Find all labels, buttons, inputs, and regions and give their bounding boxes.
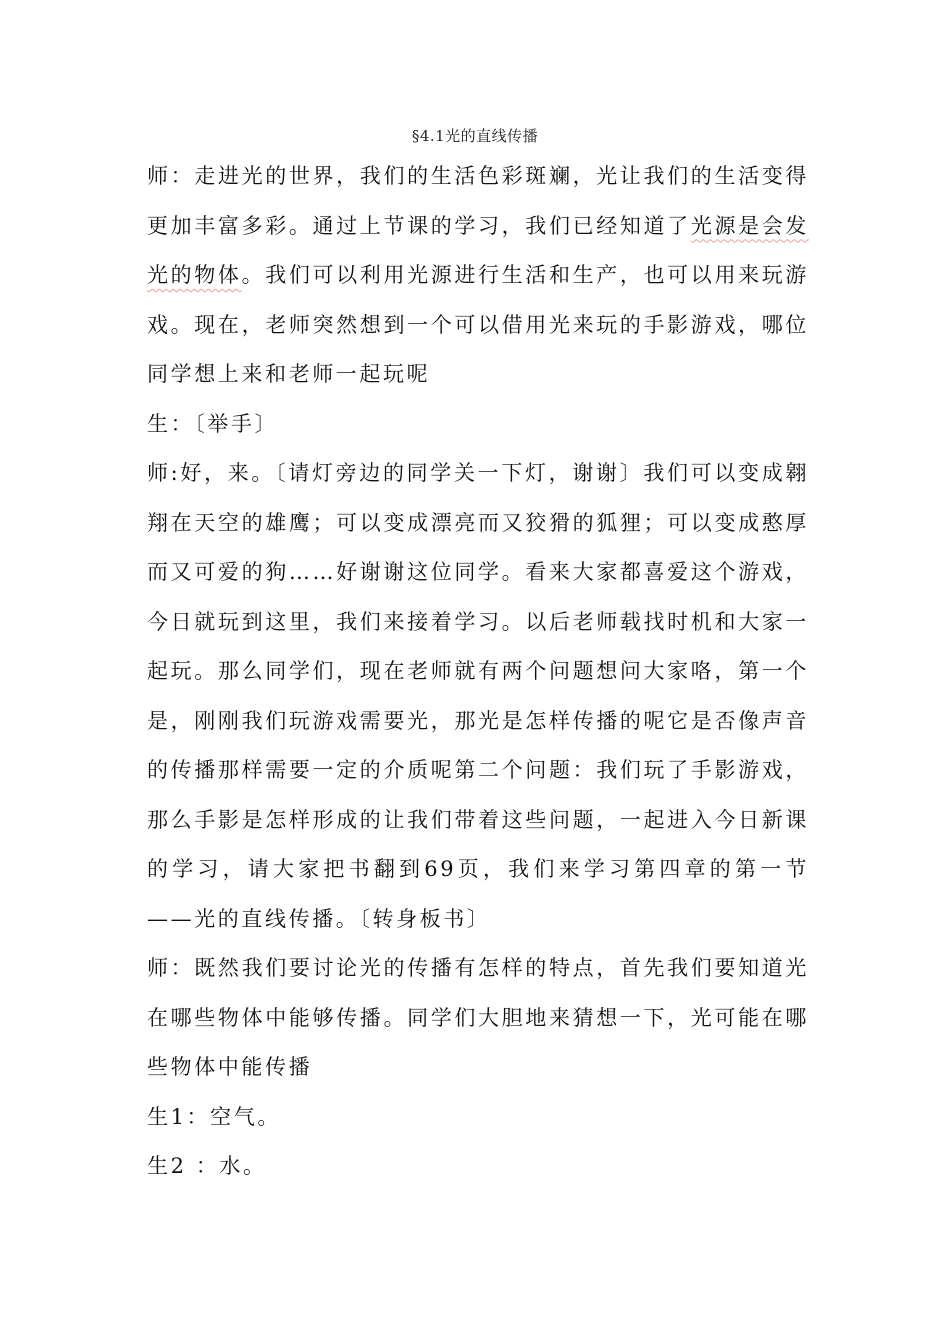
paragraph-teacher-shadow-game: 师:好，来。〔请灯旁边的同学关一下灯，谢谢〕我们可以变成翱翔在天空的雄鹰；可以变成漂亮而又狡猾的狐狸；可以变成憨厚而又可爱的狗……好谢谢这位同学。看来大家都喜爱这个游戏，今日就玩到这里，我们来接着学习。以后老师载找时机和大家一起玩。那么同学们，现在老师就有两个问题想问大家咯，第一个是，刚刚我们玩游戏需要光，那光是怎样传播的呢它是否像声音的传播那样需要一定的介质呢第二个问题：我们玩了手影游戏，那么手影是怎样形成的让我们带着这些问题，一起进入今日新课的学习，请大家把书翻到69页，我们来学习第四章的第一节——光的直线传播。〔转身板书〕 xyxy=(147,461,809,931)
paragraph-student1-answer: 生1：空气。 xyxy=(147,1104,281,1129)
paragraph-student2-answer: 生2 ：水。 xyxy=(147,1154,267,1178)
highlighted-phrase: 光源是会发光的物体 xyxy=(147,213,809,287)
paragraph-teacher-intro xyxy=(147,152,809,400)
document-title: §4.1光的直线传播 xyxy=(411,127,539,145)
paragraph-text: 。我们可以利用光源进行生活和生产，也可以用来玩游戏。现在，老师突然想到一个可以借用光来玩的手影游戏，哪位同学想上来和老师一起玩呢 xyxy=(147,263,809,386)
paragraph-text: 师：走进光的世界，我们的生活色彩斑斓，光让我们的生活变得更加丰富多彩。通过上节课的学习，我们已经知道了 xyxy=(147,164,809,238)
paragraph-student-raise-hand: 生：〔举手〕 xyxy=(147,411,279,436)
document-body xyxy=(147,152,809,1192)
paragraph-teacher-question: 师：既然我们要讨论光的传播有怎样的特点，首先我们要知道光在哪些物体中能够传播。同学们大胆地来猜想一下，光可能在哪些物体中能传播 xyxy=(147,956,809,1079)
